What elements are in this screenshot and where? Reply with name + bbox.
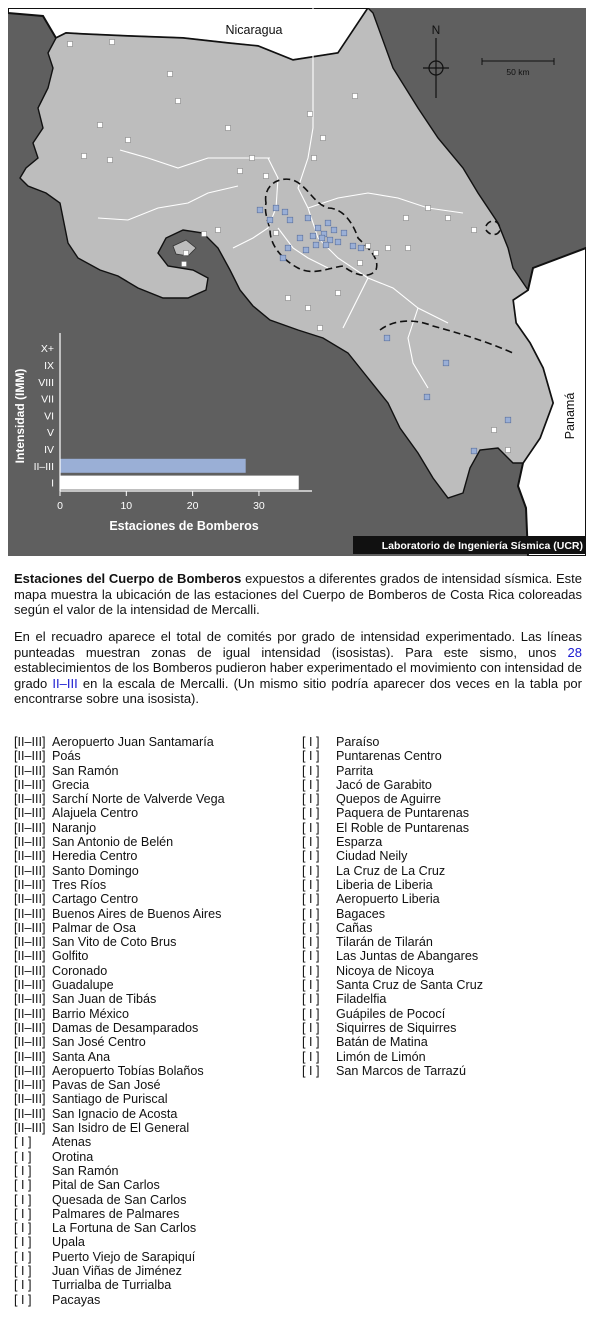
station-marker-I: [386, 246, 391, 251]
station-name: Pavas de San José: [52, 1078, 161, 1093]
station-marker-I: [98, 123, 103, 128]
station-row: [14, 864, 225, 878]
station-intensity: [II–III]: [14, 1121, 46, 1136]
station-row: [14, 821, 225, 835]
station-name: Tres Ríos: [52, 877, 107, 892]
station-name: San Ramón: [52, 763, 119, 778]
station-intensity: [ I ]: [302, 763, 320, 778]
station-marker-II-III: [335, 239, 341, 245]
station-intensity: [ I ]: [302, 735, 320, 749]
station-marker-II-III: [424, 394, 430, 400]
station-name: Puerto Viejo de Sarapiquí: [52, 1249, 196, 1264]
station-row: [14, 892, 225, 906]
station-name: Esparza: [336, 835, 383, 850]
station-intensity: [II–III]: [14, 935, 46, 950]
station-intensity: [ I ]: [302, 806, 320, 821]
station-name: Poás: [52, 749, 81, 764]
station-row: [14, 735, 225, 749]
station-name: Atenas: [52, 1135, 92, 1150]
station-marker-I: [506, 448, 511, 453]
station-row: [302, 935, 483, 949]
station-marker-I: [82, 154, 87, 159]
station-intensity: [ I ]: [302, 1063, 320, 1078]
station-intensity: [ I ]: [14, 1263, 32, 1278]
station-intensity: [II–III]: [14, 1035, 46, 1050]
station-row: [302, 921, 483, 935]
station-row: [14, 1064, 225, 1078]
station-row: [302, 764, 483, 778]
station-name: Palmar de Osa: [52, 920, 136, 935]
caption-title: Estaciones del Cuerpo de Bomberos: [14, 571, 242, 586]
inset-ylabel: Intensidad (IMM): [13, 368, 27, 464]
station-intensity: [II–III]: [14, 763, 46, 778]
station-intensity: [ I ]: [14, 1249, 32, 1264]
station-intensity: [ I ]: [14, 1149, 32, 1164]
station-name: Santa Cruz de Santa Cruz: [336, 978, 484, 993]
station-intensity: [ I ]: [302, 992, 320, 1007]
station-marker-II-III: [471, 448, 477, 454]
station-marker-I: [492, 428, 497, 433]
station-intensity: [ I ]: [14, 1135, 32, 1150]
station-marker-I: [358, 261, 363, 266]
station-name: Upala: [52, 1235, 85, 1250]
station-name: San Ignacio de Acosta: [52, 1106, 178, 1121]
station-marker-I: [406, 246, 411, 251]
station-marker-II-III: [285, 245, 291, 251]
station-row: [14, 1092, 225, 1106]
station-row: [14, 1035, 225, 1049]
station-row: [302, 864, 483, 878]
station-marker-I: [250, 156, 255, 161]
station-marker-I: [353, 94, 358, 99]
station-intensity: [ I ]: [14, 1178, 32, 1193]
station-name: San José Centro: [52, 1035, 146, 1050]
inset-category-label: VII: [41, 393, 54, 406]
station-intensity: [II–III]: [14, 906, 46, 921]
station-marker-I: [274, 231, 279, 236]
station-marker-II-III: [325, 220, 331, 226]
station-intensity: [ I ]: [302, 1035, 320, 1050]
caption-p2-c: en la escala de Mercalli. (Un mismo sitio podría aparecer dos veces en la tabla por encontrarse sobre una isosista).: [14, 675, 582, 706]
station-name: Quepos de Aguirre: [336, 792, 442, 807]
station-intensity: [ I ]: [302, 892, 320, 907]
station-list-left: [14, 735, 225, 1307]
station-row: [302, 892, 483, 906]
station-marker-I: [321, 136, 326, 141]
station-row: [302, 1050, 483, 1064]
station-name: Palmares de Palmares: [52, 1206, 180, 1221]
inset-tick-label: 30: [253, 500, 265, 512]
station-name: Ciudad Neily: [336, 849, 408, 864]
station-intensity: [II–III]: [14, 1020, 46, 1035]
station-name: San Isidro de El General: [52, 1121, 190, 1136]
station-marker-II-III: [323, 242, 329, 248]
inset-tick-label: 10: [120, 500, 133, 512]
station-row: [14, 1293, 225, 1307]
station-marker-I: [110, 40, 115, 45]
station-row: [14, 1121, 225, 1135]
inset-category-label: I: [51, 477, 54, 490]
inset-category-label: V: [46, 427, 54, 440]
station-intensity: [II–III]: [14, 1063, 46, 1078]
station-row: [302, 1035, 483, 1049]
station-row: [14, 1021, 225, 1035]
station-marker-I: [184, 251, 189, 256]
station-name: Juan Viñas de Jiménez: [52, 1263, 182, 1278]
station-row: [14, 1164, 225, 1178]
inset-category-label: IV: [44, 444, 54, 456]
station-row: [302, 1007, 483, 1021]
station-name: Coronado: [52, 963, 108, 978]
station-name: Cañas: [336, 920, 373, 935]
station-marker-I: [426, 206, 431, 211]
station-intensity: [II–III]: [14, 806, 46, 821]
station-row: [14, 949, 225, 963]
station-marker-I: [68, 42, 73, 47]
inset-category-label: X+: [40, 343, 54, 356]
caption-p2-b: establecimientos de los Bomberos pudieron haber experimentado el movimiento con intensidad de grado: [14, 660, 583, 691]
station-count: 28: [567, 644, 582, 660]
station-intensity: [ I ]: [14, 1163, 32, 1178]
station-intensity: [ I ]: [302, 835, 320, 850]
station-marker-I: [312, 156, 317, 161]
station-name: Orotina: [52, 1149, 94, 1164]
station-row: [14, 1078, 225, 1092]
station-row: [302, 1021, 483, 1035]
inset-tick-label: 0: [57, 500, 63, 512]
station-name: Quesada de San Carlos: [52, 1192, 187, 1207]
station-row: [302, 907, 483, 921]
station-row: [14, 1250, 225, 1264]
station-name: Guadalupe: [52, 978, 114, 993]
station-name: La Fortuna de San Carlos: [52, 1221, 197, 1236]
station-name: Turrialba de Turrialba: [52, 1278, 172, 1293]
station-marker-II-III: [505, 417, 511, 423]
station-marker-I: [238, 169, 243, 174]
station-row: [14, 1007, 225, 1021]
station-marker-II-III: [313, 242, 319, 248]
station-intensity: [II–III]: [14, 1006, 46, 1021]
caption-paragraph-1: [14, 571, 582, 618]
station-marker-I: [446, 216, 451, 221]
station-intensity: [ I ]: [14, 1235, 32, 1250]
inset-category-label: IX: [44, 360, 54, 372]
station-marker-I: [306, 306, 311, 311]
station-intensity: [ I ]: [302, 1006, 320, 1021]
station-name: Buenos Aires de Buenos Aires: [52, 906, 222, 921]
station-row: [14, 935, 225, 949]
station-row: [14, 1135, 225, 1149]
station-row: [302, 735, 483, 749]
station-name: El Roble de Puntarenas: [336, 820, 470, 835]
station-marker-I: [182, 262, 187, 267]
station-marker-II-III: [341, 230, 347, 236]
station-name: Santa Ana: [52, 1049, 111, 1064]
station-intensity: [II–III]: [14, 863, 46, 878]
station-marker-II-III: [303, 247, 309, 253]
caption-paragraph-2: [14, 629, 582, 707]
nicaragua-label: Nicaragua: [225, 23, 283, 37]
station-row: [14, 1235, 225, 1249]
inset-category-label: II–III: [33, 460, 54, 473]
station-intensity: [II–III]: [14, 1092, 46, 1107]
inset-category-label: VI: [44, 410, 54, 423]
station-intensity: [ I ]: [302, 935, 320, 950]
station-row: [14, 778, 225, 792]
station-marker-I: [286, 296, 291, 301]
station-row: [14, 1193, 225, 1207]
station-row: [302, 806, 483, 820]
station-name: Pacayas: [52, 1292, 101, 1307]
station-name: Aeropuerto Liberia: [336, 892, 440, 907]
station-row: [14, 1178, 225, 1192]
station-name: Paquera de Puntarenas: [336, 806, 470, 821]
station-intensity: [II–III]: [14, 920, 46, 935]
inset-bar: [60, 459, 246, 473]
station-row: [14, 1050, 225, 1064]
station-marker-I: [226, 126, 231, 131]
station-intensity: [ I ]: [302, 863, 320, 878]
station-intensity: [II–III]: [14, 978, 46, 993]
station-marker-I: [308, 112, 313, 117]
map-panel: [8, 8, 586, 556]
credit-label: Laboratorio de Ingeniería Sísmica (UCR): [381, 540, 583, 552]
station-intensity: [II–III]: [14, 792, 46, 807]
station-intensity: [ I ]: [302, 792, 320, 807]
station-intensity: [ I ]: [302, 877, 320, 892]
station-row: [302, 821, 483, 835]
station-marker-II-III: [273, 205, 279, 211]
intensity-map: [8, 8, 586, 556]
inset-bar: [60, 476, 299, 490]
station-row: [14, 978, 225, 992]
station-name: San Vito de Coto Brus: [52, 935, 177, 950]
station-name: Damas de Desamparados: [52, 1020, 199, 1035]
station-name: San Antonio de Belén: [52, 835, 174, 850]
station-name: Aeropuerto Tobías Bolaños: [52, 1063, 204, 1078]
station-intensity: [ I ]: [302, 978, 320, 993]
station-intensity: [ I ]: [302, 949, 320, 964]
station-name: San Ramón: [52, 1163, 119, 1178]
station-intensity: [ I ]: [14, 1221, 32, 1236]
station-row: [302, 978, 483, 992]
station-marker-II-III: [280, 255, 286, 261]
station-intensity: [ I ]: [302, 1020, 320, 1035]
caption-p2-a: En el recuadro aparece el total de comités por grado de intensidad experimentado. Las líneas punteadas muestran zonas de igual intensidad (isosistas). Para este sismo, unos: [14, 629, 582, 660]
station-intensity: [II–III]: [14, 849, 46, 864]
station-marker-I: [168, 72, 173, 77]
station-row: [302, 1064, 483, 1078]
station-intensity: [ I ]: [302, 963, 320, 978]
station-name: Tilarán de Tilarán: [336, 935, 433, 950]
inset-category-label: VIII: [38, 376, 54, 389]
station-intensity: [II–III]: [14, 777, 46, 792]
station-intensity: [ I ]: [302, 849, 320, 864]
station-row: [302, 749, 483, 763]
station-marker-II-III: [350, 243, 356, 249]
station-name: Aeropuerto Juan Santamaría: [52, 735, 214, 749]
station-marker-II-III: [384, 335, 390, 341]
station-row: [302, 792, 483, 806]
station-intensity: [II–III]: [14, 1078, 46, 1093]
station-row: [302, 949, 483, 963]
station-intensity: [ I ]: [14, 1292, 32, 1307]
station-row: [14, 835, 225, 849]
station-marker-I: [374, 251, 379, 256]
station-intensity: [II–III]: [14, 835, 46, 850]
station-marker-I: [318, 326, 323, 331]
station-intensity: [II–III]: [14, 735, 46, 749]
station-name: Filadelfia: [336, 992, 387, 1007]
station-name: Jacó de Garabito: [336, 777, 432, 792]
station-marker-II-III: [331, 227, 337, 233]
station-row: [14, 1150, 225, 1164]
station-row: [14, 878, 225, 892]
station-intensity: [II–III]: [14, 963, 46, 978]
station-marker-II-III: [287, 217, 293, 223]
station-intensity: [II–III]: [14, 992, 46, 1007]
station-marker-II-III: [297, 235, 303, 241]
station-row: [14, 992, 225, 1006]
station-marker-I: [366, 244, 371, 249]
station-row: [302, 878, 483, 892]
inset-xlabel: Estaciones de Bomberos: [109, 519, 259, 533]
station-intensity: [II–III]: [14, 1106, 46, 1121]
station-name: Heredia Centro: [52, 849, 138, 864]
inset-tick-label: 20: [186, 500, 199, 512]
station-intensity: [ I ]: [302, 920, 320, 935]
station-name: Grecia: [52, 777, 90, 792]
station-intensity: [ I ]: [302, 906, 320, 921]
north-label: N: [431, 23, 441, 37]
station-intensity: [ I ]: [302, 1049, 320, 1064]
station-intensity: [ I ]: [302, 820, 320, 835]
station-name: San Marcos de Tarrazú: [336, 1063, 466, 1078]
station-row: [14, 764, 225, 778]
station-name: Parrita: [336, 763, 374, 778]
panama-label: Panamá: [563, 392, 577, 440]
station-intensity: [II–III]: [14, 1049, 46, 1064]
station-marker-I: [202, 232, 207, 237]
station-row: [14, 907, 225, 921]
station-name: Limón de Limón: [336, 1049, 426, 1064]
station-marker-II-III: [310, 233, 316, 239]
station-marker-I: [216, 228, 221, 233]
station-name: Naranjo: [52, 820, 97, 835]
station-row: [14, 1264, 225, 1278]
station-name: Guápiles de Pococí: [336, 1006, 446, 1021]
station-name: Batán de Matina: [336, 1035, 428, 1050]
station-name: Santo Domingo: [52, 863, 139, 878]
station-intensity: [ I ]: [302, 777, 320, 792]
station-marker-I: [176, 99, 181, 104]
station-name: Liberia de Liberia: [336, 877, 433, 892]
station-intensity: [ I ]: [14, 1192, 32, 1207]
station-intensity: [II–III]: [14, 820, 46, 835]
station-name: Siquirres de Siquirres: [336, 1020, 457, 1035]
station-marker-II-III: [319, 235, 325, 241]
station-name: San Juan de Tibás: [52, 992, 157, 1007]
station-intensity: [II–III]: [14, 877, 46, 892]
station-marker-I: [108, 158, 113, 163]
station-name: Santiago de Puriscal: [52, 1092, 168, 1107]
station-row: [14, 849, 225, 863]
station-name: Las Juntas de Abangares: [336, 949, 479, 964]
scale-label: 50 km: [506, 67, 530, 77]
station-name: Puntarenas Centro: [336, 749, 442, 764]
station-name: Barrio México: [52, 1006, 129, 1021]
caption-p1-text: expuestos a diferentes grados de intensidad sísmica. Este mapa muestra la ubicación de las estaciones del Cuerpo de Bomberos de Costa Rica coloreadas según el valor de la intensidad de Mercalli.: [14, 571, 582, 617]
station-row: [14, 1278, 225, 1292]
station-row: [14, 1221, 225, 1235]
station-intensity: [II–III]: [14, 949, 46, 964]
station-intensity: [II–III]: [14, 892, 46, 907]
station-name: Bagaces: [336, 906, 386, 921]
station-row: [14, 1107, 225, 1121]
station-row: [14, 964, 225, 978]
station-row: [302, 992, 483, 1006]
station-row: [14, 792, 225, 806]
station-name: Nicoya de Nicoya: [336, 963, 434, 978]
station-name: Cartago Centro: [52, 892, 139, 907]
station-marker-II-III: [315, 225, 321, 231]
station-name: Golfito: [52, 949, 89, 964]
station-list-right: [302, 735, 483, 1078]
station-name: Pital de San Carlos: [52, 1178, 160, 1193]
station-marker-II-III: [358, 245, 364, 251]
station-name: Alajuela Centro: [52, 806, 139, 821]
station-marker-I: [404, 216, 409, 221]
station-marker-II-III: [267, 217, 273, 223]
station-marker-I: [336, 291, 341, 296]
station-row: [302, 849, 483, 863]
intensity-grade: II–III: [52, 675, 78, 691]
station-intensity: [II–III]: [14, 749, 46, 764]
station-row: [14, 806, 225, 820]
station-row: [302, 778, 483, 792]
station-row: [302, 964, 483, 978]
station-row: [14, 749, 225, 763]
station-name: Sarchí Norte de Valverde Vega: [52, 792, 225, 807]
station-name: Paraíso: [336, 735, 380, 749]
station-marker-I: [264, 174, 269, 179]
station-marker-II-III: [305, 215, 311, 221]
station-intensity: [ I ]: [14, 1278, 32, 1293]
station-row: [14, 921, 225, 935]
station-intensity: [ I ]: [14, 1206, 32, 1221]
station-marker-I: [126, 138, 131, 143]
station-name: La Cruz de La Cruz: [336, 863, 446, 878]
station-marker-II-III: [282, 209, 288, 215]
station-row: [302, 835, 483, 849]
station-row: [14, 1207, 225, 1221]
station-marker-II-III: [257, 207, 263, 213]
station-intensity: [ I ]: [302, 749, 320, 764]
station-marker-II-III: [443, 360, 449, 366]
station-marker-I: [472, 228, 477, 233]
